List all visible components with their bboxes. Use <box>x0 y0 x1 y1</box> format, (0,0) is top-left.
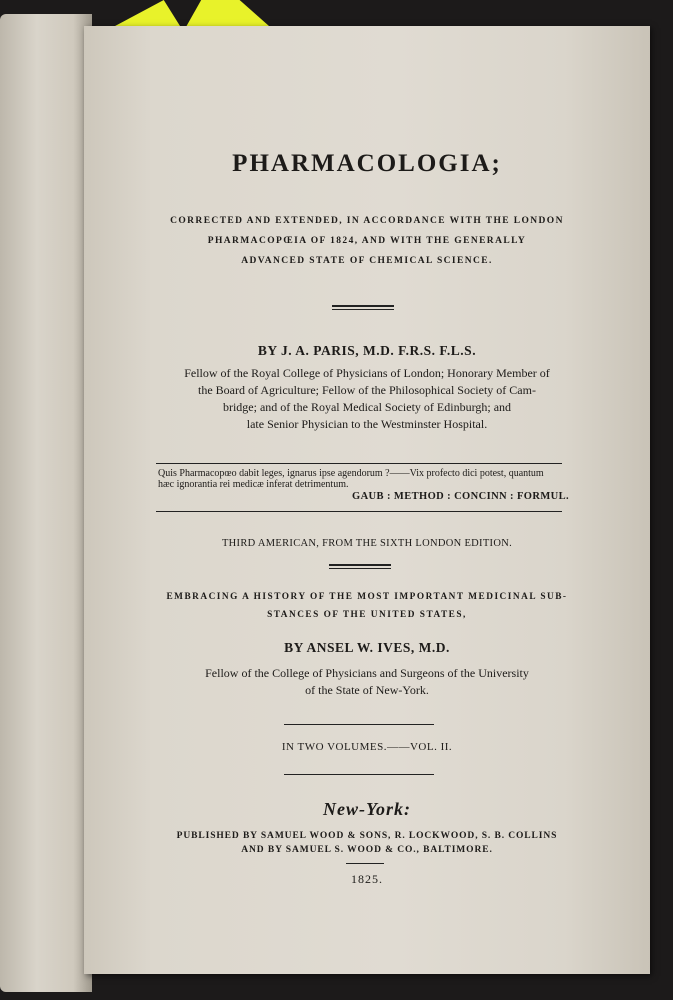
divider-rule <box>332 305 394 307</box>
subtitle-line-1: CORRECTED AND EXTENDED, IN ACCORDANCE WITH THE LONDON <box>170 216 564 226</box>
author-byline: BY J. A. PARIS, M.D. F.R.S. F.L.S. <box>257 343 477 358</box>
divider-rule <box>332 309 394 310</box>
epigraph-line-1: Quis Pharmacopœo dabit leges, ignarus ipse agendorum ?——Vix profecto dici potest, quantum <box>158 468 544 479</box>
divider-rule <box>284 774 434 775</box>
publisher-line-1: PUBLISHED BY SAMUEL WOOD & SONS, R. LOCKWOOD, S. B. COLLINS <box>176 831 558 841</box>
author-credentials-line-4: late Senior Physician to the Westminster Hospital. <box>246 417 488 431</box>
imprint-place: New-York: <box>323 799 411 819</box>
edition-statement: THIRD AMERICAN, FROM THE SIXTH LONDON EDITION. <box>221 538 513 549</box>
embracing-line-1: EMBRACING A HISTORY OF THE MOST IMPORTANT MEDICINAL SUB- <box>166 592 568 602</box>
editor-credentials-line-2: of the State of New-York. <box>305 683 429 697</box>
epigraph-top-rule <box>156 463 562 464</box>
divider-rule <box>329 568 391 569</box>
title-page <box>84 26 650 974</box>
author-credentials-line-1: Fellow of the Royal College of Physicians of London; Honorary Member of <box>184 366 550 380</box>
publisher-line-2: AND BY SAMUEL S. WOOD & CO., BALTIMORE. <box>241 845 493 855</box>
epigraph-line-2: hæc ignorantia rei medicæ inferat detrimentum. <box>158 479 349 490</box>
author-credentials-line-3: bridge; and of the Royal Medical Society of Edinburgh; and <box>222 400 512 414</box>
book-title: PHARMACOLOGIA; <box>232 150 502 177</box>
epigraph-attribution: GAUB : METHOD : CONCINN : FORMUL. <box>352 491 570 502</box>
facing-page <box>0 14 92 992</box>
editor-byline: BY ANSEL W. IVES, M.D. <box>284 640 450 655</box>
subtitle-line-2: PHARMACOPŒIA OF 1824, AND WITH THE GENERALLY <box>207 236 527 246</box>
divider-rule <box>346 863 384 864</box>
divider-rule <box>329 564 391 566</box>
subtitle-line-3: ADVANCED STATE OF CHEMICAL SCIENCE. <box>241 256 493 266</box>
author-credentials-line-2: the Board of Agriculture; Fellow of the Philosophical Society of Cam- <box>198 383 536 397</box>
embracing-line-2: STANCES OF THE UNITED STATES, <box>267 610 467 620</box>
editor-credentials-line-1: Fellow of the College of Physicians and Surgeons of the University <box>205 666 529 680</box>
divider-rule <box>284 724 434 725</box>
epigraph-bottom-rule <box>156 511 562 512</box>
volume-statement: IN TWO VOLUMES.——VOL. II. <box>281 741 453 753</box>
publication-year: 1825. <box>351 872 383 886</box>
